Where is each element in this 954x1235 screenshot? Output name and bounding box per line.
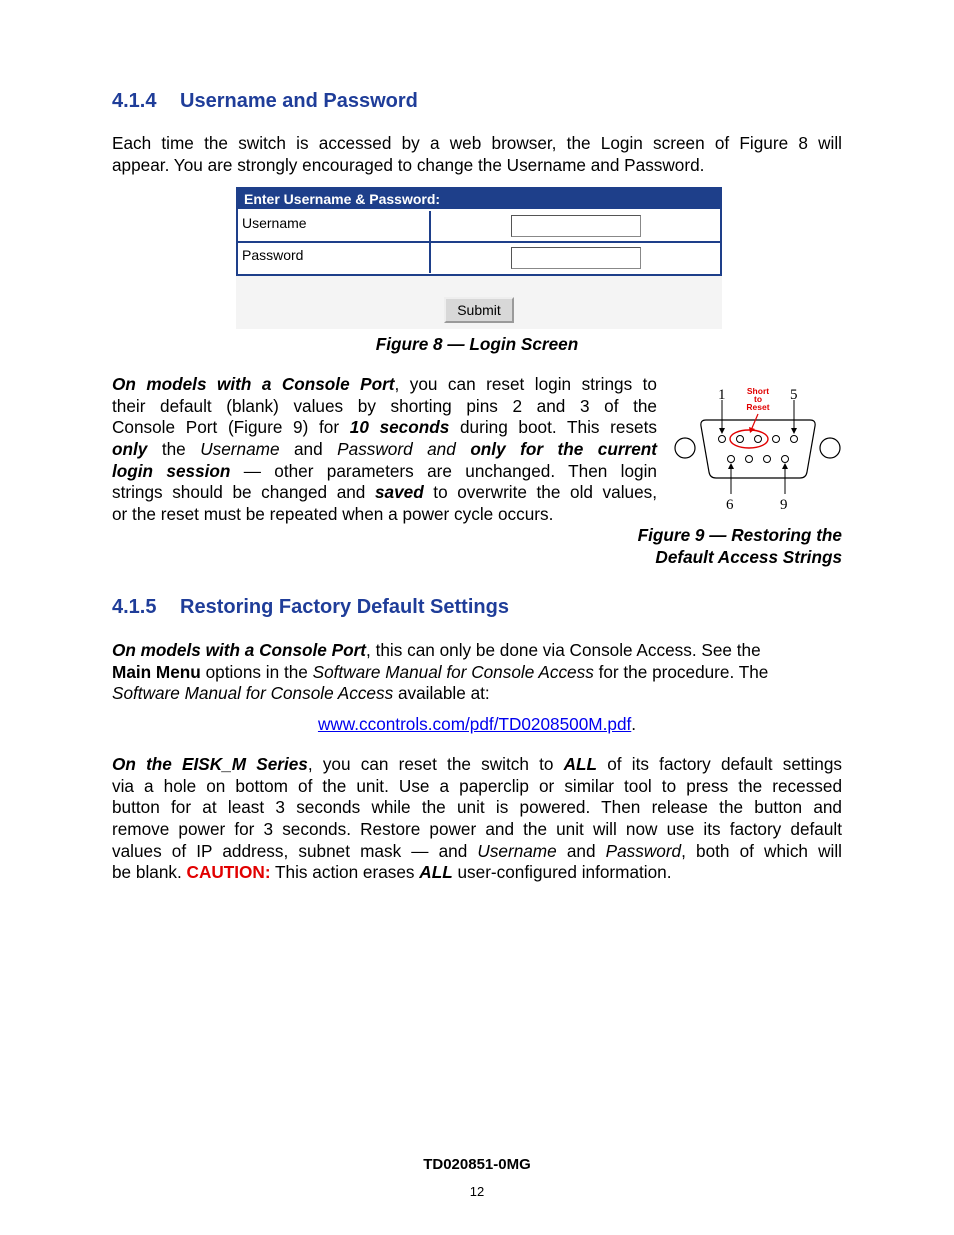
short-label: Short	[746, 386, 770, 396]
console-port-paragraph	[112, 374, 657, 526]
paragraph-line: login session — other parameters are unchanged. Then login	[112, 460, 657, 481]
section-title: Restoring Factory Default Settings	[180, 596, 509, 618]
pin-4	[773, 436, 780, 443]
figure-9-caption	[638, 525, 842, 568]
link-period: .	[631, 714, 637, 734]
arrowhead	[728, 463, 734, 469]
username-input[interactable]	[511, 215, 641, 237]
short-label: to	[753, 394, 763, 404]
username-label: Username	[238, 211, 431, 241]
arrowhead	[719, 428, 725, 434]
password-input[interactable]	[511, 247, 641, 269]
submit-button[interactable]: Submit	[444, 297, 514, 323]
section-number: 4.1.5	[112, 596, 157, 618]
eisk-reset-paragraph	[112, 754, 842, 884]
pin-8	[764, 456, 771, 463]
mounting-hole-right	[820, 438, 840, 458]
short-label: Reset	[746, 402, 770, 412]
intro-paragraph	[112, 133, 842, 176]
figure-8-caption: Figure 8 — Login Screen	[375, 334, 579, 354]
username-row	[238, 211, 720, 241]
pin-9	[782, 456, 789, 463]
paragraph-line: strings should be changed and saved to overwrite the old values,	[112, 482, 657, 503]
pin-5	[791, 436, 798, 443]
console-access-paragraph	[112, 640, 842, 705]
d-shell-outline	[701, 420, 815, 478]
pin-5-label: 5	[790, 387, 798, 403]
pin-7	[746, 456, 753, 463]
caption-line: Figure 9 — Restoring the	[637, 525, 842, 545]
paragraph-line: via a hole on bottom of the unit. Use a paperclip or similar tool to press the recessed	[112, 775, 842, 796]
paragraph-line: appear. You are strongly encouraged to change the Username and Password.	[112, 154, 705, 175]
pin-1	[719, 436, 726, 443]
db9-connector-diagram	[668, 378, 848, 518]
section-heading-4-1-5	[112, 596, 509, 619]
paragraph-line: On the EISK_M Series, you can reset the switch to ALL of its factory default settings	[112, 754, 842, 774]
paragraph-line: their default (blank) values by shorting pins 2 and 3 of the	[112, 395, 657, 416]
paragraph-line: button for at least 3 seconds while the unit is powered. Then release the button and	[112, 797, 842, 818]
caution-label: CAUTION:	[186, 862, 271, 883]
section-heading-4-1-4	[112, 90, 418, 113]
paragraph-line: only the Username and Password and only for the current	[112, 439, 658, 460]
paragraph-line: or the reset must be repeated when a power cycle occurs.	[112, 504, 554, 525]
paragraph-line: Console Port (Figure 9) for 10 seconds during boot. This resets	[112, 417, 657, 438]
password-label: Password	[238, 243, 431, 273]
paragraph-line: Software Manual for Console Access available at:	[112, 683, 490, 704]
login-form-header: Enter Username & Password:	[238, 189, 720, 209]
password-row	[238, 243, 720, 273]
short-pointer	[752, 414, 758, 428]
arrowhead	[782, 463, 788, 469]
pin-6-label: 6	[726, 497, 734, 513]
pin-2	[737, 436, 744, 443]
pin-6	[728, 456, 735, 463]
manual-link[interactable]: www.ccontrols.com/pdf/TD0208500M.pdf	[317, 714, 632, 734]
section-number: 4.1.4	[112, 90, 157, 112]
arrowhead	[791, 428, 797, 434]
caption-line: Default Access Strings	[655, 547, 842, 567]
paragraph-line: be blank. CAUTION: This action erases ALL user-configured information.	[112, 862, 672, 883]
paragraph-line: On models with a Console Port, you can reset login strings to	[112, 374, 657, 394]
manual-link-line	[0, 714, 954, 735]
pin-3	[755, 436, 762, 443]
paragraph-line: Main Menu options in the Software Manual for Console Access for the procedure. The	[112, 661, 769, 682]
paragraph-line: On models with a Console Port, this can only be done via Console Access. See the	[112, 640, 761, 660]
pin-1-label: 1	[718, 387, 726, 403]
paragraph-line: remove power for 3 seconds. Restore power and the unit will now use its factory default	[112, 819, 842, 840]
paragraph-line: Each time the switch is accessed by a web browser, the Login screen of Figure 8 will	[112, 133, 842, 153]
page-number: 12	[469, 1184, 485, 1199]
paragraph-line: values of IP address, subnet mask — and Username and Password, both of which will	[112, 840, 842, 861]
login-screen-figure	[236, 187, 722, 329]
mounting-hole-left	[675, 438, 695, 458]
short-pins-highlight	[730, 430, 768, 448]
section-title: Username and Password	[180, 90, 418, 112]
document-id: TD020851-0MG	[423, 1156, 531, 1173]
pin-9-label: 9	[780, 497, 788, 513]
login-form	[236, 187, 722, 276]
